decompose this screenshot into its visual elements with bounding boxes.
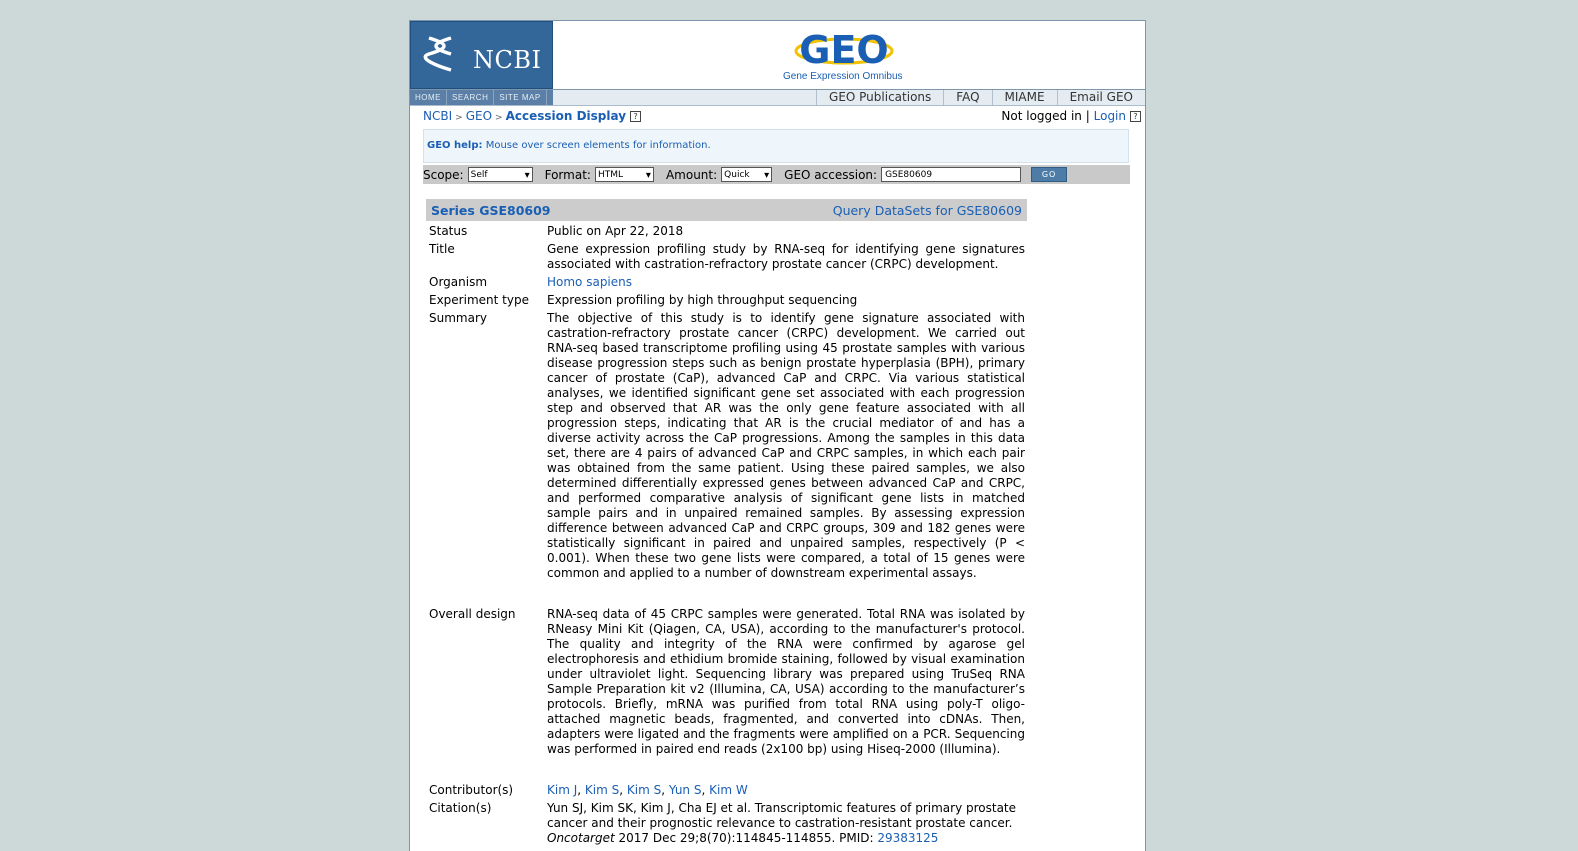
scope-label: Scope:: [423, 167, 464, 182]
experiment-type-value: Expression profiling by high throughput sequencing: [547, 293, 858, 307]
geo-subtitle: Gene Expression Omnibus: [783, 71, 903, 82]
contributor-link[interactable]: Kim S: [584, 783, 620, 797]
contributor-separator: ,: [661, 783, 666, 797]
citation-value: [547, 801, 1017, 846]
ncbi-logo[interactable]: [410, 21, 553, 89]
page-container: [409, 20, 1146, 851]
geo-publications-link[interactable]: GEO Publications: [816, 90, 943, 105]
breadcrumb: [423, 109, 641, 123]
title-row: [426, 242, 1027, 272]
help-text: Mouse over screen elements for information.: [485, 140, 711, 151]
login-status: Not logged in: [1001, 109, 1082, 123]
dna-helix-icon: [423, 34, 457, 74]
breadcrumb-separator: >: [495, 113, 503, 123]
status-value: Public on Apr 22, 2018: [547, 224, 684, 238]
series-title[interactable]: Series GSE80609: [431, 202, 551, 218]
login-link[interactable]: Login: [1093, 109, 1126, 123]
home-link[interactable]: HOME: [410, 90, 447, 105]
title-label: Title: [429, 242, 455, 256]
organism-row: [426, 275, 1027, 290]
email-geo-link[interactable]: Email GEO: [1057, 90, 1145, 105]
login-area: [1001, 109, 1141, 123]
experiment-type-label: Experiment type: [429, 293, 529, 307]
series-table: [426, 199, 1027, 846]
nav-bar: [410, 90, 1145, 106]
amount-label: Amount:: [665, 167, 718, 182]
citation-label: Citation(s): [429, 801, 492, 815]
login-separator: |: [1085, 109, 1090, 123]
search-link[interactable]: SEARCH: [447, 90, 494, 105]
amount-select[interactable]: Quick ▾: [721, 167, 772, 182]
format-select[interactable]: HTML ▾: [595, 167, 654, 182]
geo-logo[interactable]: [554, 21, 1144, 89]
breadcrumb-separator: >: [455, 113, 463, 123]
summary-value: The objective of this study is to identify gene signature associated with castration-refractory prostate cancer (CRPC) development. We carried out RNA-seq based transcriptome profiling using 45 prostate samples with various disease progression steps such as benign prostate hyperplasia (BPH), primary cancer of prostate (CaP), advanced CaP and CRPC. Via various statistical analyses, we identified significant gene set associated with each progression step and observed that AR was the only gene feature associated with all progression steps, indicating that AR is the crucial mediator of and has a diverse activity across the CaP progressions. Among the samples in this data set, there are 4 pairs of advanced CaP and CRPC samples, in which each pair was obtained from the same patient. Using these paired samples, we also determined differentially expressed genes between advanced CaP and CRPC, and performed comparative analysis of significant gene lists in matched sample pairs and in unpaired remained samples. By assessing expression difference between advanced CaP and CRPC groups, 309 and 182 genes were statistically significant in paired and unpaired samples, respectively (P < 0.001). When these two gene lists were compared, a total of 15 genes were common and applied to a number of downstream experimental assays.: [547, 311, 1025, 580]
contributor-link[interactable]: Yun S: [668, 783, 702, 797]
contributor-separator: ,: [701, 783, 706, 797]
breadcrumb-geo[interactable]: GEO: [465, 109, 493, 123]
geo-logo-text: GEO: [799, 28, 889, 71]
query-datasets-link[interactable]: Query DataSets for GSE80609: [832, 202, 1022, 218]
contributor-link[interactable]: Kim J: [547, 783, 578, 797]
scope-select[interactable]: Self ▾: [468, 167, 533, 182]
format-label: Format:: [544, 167, 591, 182]
login-help-icon[interactable]: ?: [1130, 111, 1141, 122]
contributors-row: [426, 783, 1027, 798]
help-bar: [423, 129, 1129, 163]
geo-logo-icon: [794, 27, 894, 71]
citation-details: 2017 Dec 29;8(70):114845-114855. PMID:: [618, 831, 874, 845]
status-label: Status: [429, 224, 468, 238]
faq-link[interactable]: FAQ: [943, 90, 991, 105]
site-map-link[interactable]: SITE MAP: [494, 90, 546, 105]
contributor-link[interactable]: Kim W: [709, 783, 748, 797]
overall-design-row: [426, 607, 1027, 757]
contributor-separator: ,: [577, 783, 582, 797]
quick-links: [410, 90, 553, 105]
citation-row: [426, 801, 1027, 846]
organism-link[interactable]: Homo sapiens: [547, 275, 633, 289]
organism-label: Organism: [429, 275, 488, 289]
accession-form: [423, 165, 1130, 184]
miame-link[interactable]: MIAME: [992, 90, 1057, 105]
breadcrumb-current: Accession Display: [505, 109, 627, 123]
breadcrumb-ncbi[interactable]: NCBI: [423, 109, 453, 123]
contributor-separator: ,: [619, 783, 624, 797]
top-nav: [816, 90, 1145, 105]
header: [410, 21, 1145, 90]
contributors-label: Contributor(s): [429, 783, 514, 797]
experiment-type-row: [426, 293, 1027, 308]
citation-journal: Oncotarget: [547, 831, 615, 845]
go-button[interactable]: GO: [1031, 167, 1067, 182]
title-value: Gene expression profiling study by RNA-seq for identifying gene signatures associated with castration-refractory prostate cancer (CRPC) development.: [547, 242, 1025, 271]
overall-design-value: RNA-seq data of 45 CRPC samples were generated. Total RNA was isolated by RNeasy Mini Kit (Qiagen, CA, USA), according to the manufacturer's protocol. The quality and integrity of the RNA were confirmed by agarose gel electrophoresis and ethidium bromide staining, followed by visual examination under ultraviolet light. Sequencing library was prepared using TruSeq RNA Sample Preparation kit v2 (Illumina, CA, USA) according to the manufacturer’s protocols. Briefly, mRNA was purified from total RNA using poly-T oligo-attached magnetic beads, fragmented, and converted into cDNAs. Then, adapters were ligated and the fragments were amplified on a PCR. Sequencing was performed in paired end reads (2x100 bp) using Hiseq-2000 (Illumina).: [547, 607, 1025, 756]
status-row: [426, 224, 1027, 239]
accession-label: GEO accession:: [784, 167, 878, 182]
help-icon[interactable]: ?: [630, 111, 641, 122]
contributor-link[interactable]: Kim S: [626, 783, 662, 797]
overall-design-label: Overall design: [429, 607, 516, 621]
pmid-link[interactable]: 29383125: [877, 831, 939, 845]
contributors-list: [547, 783, 1025, 798]
accession-input[interactable]: [881, 167, 1021, 182]
ncbi-logo-text: NCBI: [473, 46, 542, 74]
help-label: GEO help:: [427, 140, 483, 151]
summary-row: [426, 311, 1027, 581]
citation-text: Yun SJ, Kim SK, Kim J, Cha EJ et al. Transcriptomic features of primary prostate cancer and their prognostic relevance to castration-resistant prostate cancer.: [547, 801, 1017, 830]
summary-label: Summary: [429, 311, 487, 325]
series-header: [426, 199, 1027, 221]
